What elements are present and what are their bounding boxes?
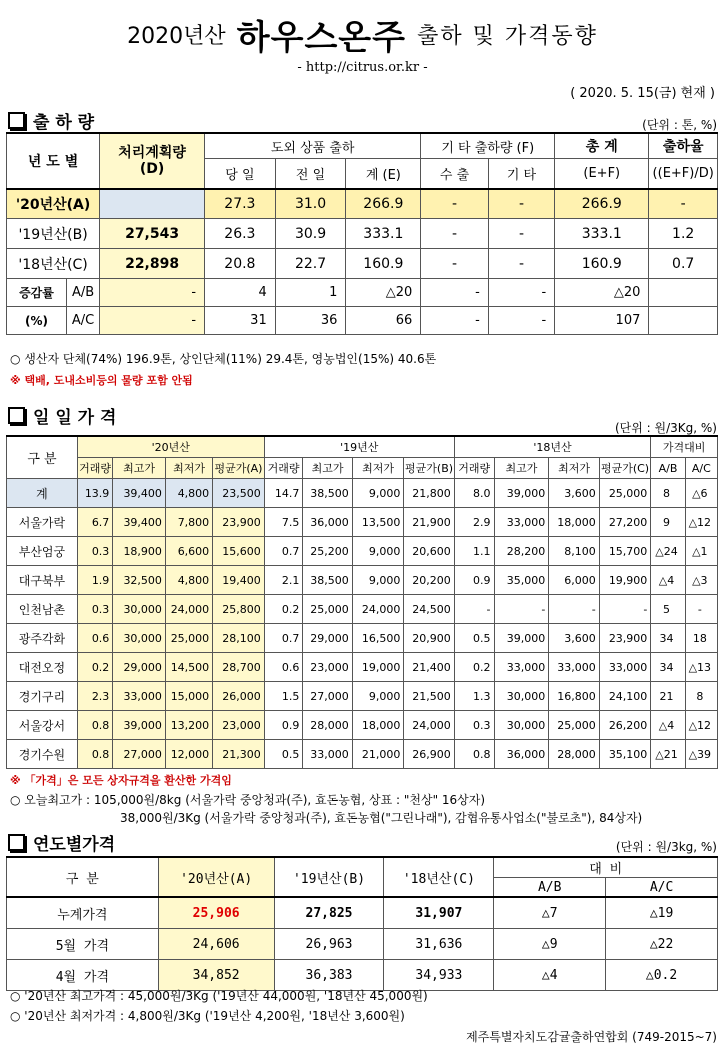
title-sub: 출하 및 가격동향 xyxy=(417,24,598,49)
price-cell: 39,000 xyxy=(113,711,166,740)
price-cell: △12 xyxy=(685,711,717,740)
price-cell: 32,500 xyxy=(113,566,166,595)
table-row xyxy=(7,711,718,740)
table-row xyxy=(7,566,718,595)
price-cell: 39,000 xyxy=(494,479,549,508)
price-cell: 16,500 xyxy=(352,624,404,653)
price-cell: - xyxy=(599,595,651,624)
price-cell: 0.8 xyxy=(77,711,112,740)
price-cell: 23,000 xyxy=(213,711,265,740)
hdr-etc: 기 타 xyxy=(488,159,554,189)
price-cell: 9,000 xyxy=(352,537,404,566)
market-name: 계 xyxy=(7,479,78,508)
yearly-note-min: ○ '20년산 최저가격 : 4,800원/3Kg ('19년산 4,200원, '18년산 3,600원) xyxy=(10,1009,405,1023)
price-cell: 15,600 xyxy=(213,537,265,566)
price-cell: 24,000 xyxy=(352,595,404,624)
market-name: 인천남촌 xyxy=(7,595,78,624)
price-cell: 24,500 xyxy=(404,595,454,624)
hdr-inland: 도외 상품 출하 xyxy=(205,133,421,159)
table-row xyxy=(7,740,718,769)
price-cell: 0.2 xyxy=(77,653,112,682)
price-cell: 27,000 xyxy=(303,682,352,711)
price-cell: 0.7 xyxy=(264,624,303,653)
price-cell: 4,800 xyxy=(165,566,212,595)
hdr-sum: 계 (E) xyxy=(346,159,421,189)
price-cell: 9,000 xyxy=(352,566,404,595)
hdr-ef: (E+F) xyxy=(555,159,649,189)
price-cell: - xyxy=(685,595,717,624)
price-cell: 0.8 xyxy=(454,740,494,769)
yearly-price-table: 구 분 '20년산(A) '19년산(B) '18년산(C) 대 비 A/B A/C 누계가격 25,906 27,825 31,907 △7 △19 5월 가격 24,606 26,963 31,636 △9 △22 4월 가격 34,852 36,383 34,933 △4 △0.2 xyxy=(6,856,718,991)
price-cell: 18,000 xyxy=(549,508,599,537)
price-cell: 35,100 xyxy=(599,740,651,769)
price-cell: 8,100 xyxy=(549,537,599,566)
table-row xyxy=(7,624,718,653)
footer-org: 제주특별자치도감귤출하연합회 (749-2015~7) xyxy=(466,1030,717,1044)
hdr-year: 년 도 별 xyxy=(7,133,100,189)
price-cell: 0.8 xyxy=(77,740,112,769)
price-cell: 28,000 xyxy=(303,711,352,740)
table-row: (%) A/C - 31 36 66 - - 107 xyxy=(7,307,718,335)
shipment-note-producers: ○ 생산자 단체(74%) 196.9톤, 상인단체(11%) 29.4톤, 영농법인(15%) 40.6톤 xyxy=(10,352,437,366)
table-row xyxy=(7,595,718,624)
price-cell: △4 xyxy=(651,566,685,595)
price-cell: 1.5 xyxy=(264,682,303,711)
price-cell: 0.3 xyxy=(454,711,494,740)
price-cell: 14,500 xyxy=(165,653,212,682)
price-cell: 33,000 xyxy=(494,508,549,537)
price-cell: 20,900 xyxy=(404,624,454,653)
price-cell: 8 xyxy=(651,479,685,508)
price-cell: 36,000 xyxy=(494,740,549,769)
price-cell: 15,000 xyxy=(165,682,212,711)
price-cell: 34 xyxy=(651,653,685,682)
price-cell: 13,200 xyxy=(165,711,212,740)
price-cell: 18 xyxy=(685,624,717,653)
as-of-date: ( 2020. 5. 15(금) 현재 ) xyxy=(570,86,715,101)
price-cell: 27,200 xyxy=(599,508,651,537)
price-cell: 13.9 xyxy=(77,479,112,508)
price-cell: 6,000 xyxy=(549,566,599,595)
price-cell: 38,500 xyxy=(303,479,352,508)
price-cell: 21,300 xyxy=(213,740,265,769)
price-cell: 0.5 xyxy=(454,624,494,653)
price-cell: 21,900 xyxy=(404,508,454,537)
price-cell: 28,200 xyxy=(494,537,549,566)
hdr-plan: 처리계획량 (D) xyxy=(100,133,205,189)
checkbox-icon xyxy=(8,112,25,129)
price-cell: 26,000 xyxy=(213,682,265,711)
price-cell: 25,000 xyxy=(165,624,212,653)
market-name: 서울가락 xyxy=(7,508,78,537)
price-cell: 30,000 xyxy=(113,595,166,624)
price-cell: △12 xyxy=(685,508,717,537)
market-name: 부산엄궁 xyxy=(7,537,78,566)
hdr-export: 수 출 xyxy=(421,159,488,189)
price-cell: 4,800 xyxy=(165,479,212,508)
price-cell: △13 xyxy=(685,653,717,682)
price-cell: △21 xyxy=(651,740,685,769)
hdr-ratef: ((E+F)/D) xyxy=(649,159,718,189)
price-cell: 0.3 xyxy=(77,537,112,566)
shipment-unit: (단위 : 톤, %) xyxy=(642,118,717,132)
price-cell: 0.6 xyxy=(264,653,303,682)
price-cell: 0.5 xyxy=(264,740,303,769)
table-row: 누계가격 25,906 27,825 31,907 △7 △19 xyxy=(7,897,718,929)
price-cell: △24 xyxy=(651,537,685,566)
price-cell: △6 xyxy=(685,479,717,508)
price-cell: 0.2 xyxy=(454,653,494,682)
price-cell: 38,500 xyxy=(303,566,352,595)
price-cell: 19,000 xyxy=(352,653,404,682)
table-row xyxy=(7,653,718,682)
price-cell: 12,000 xyxy=(165,740,212,769)
price-cell: 21 xyxy=(651,682,685,711)
price-cell: 9 xyxy=(651,508,685,537)
price-cell: △3 xyxy=(685,566,717,595)
hdr-prev: 전 일 xyxy=(275,159,346,189)
price-cell: 25,000 xyxy=(599,479,651,508)
price-cell: 30,000 xyxy=(113,624,166,653)
price-cell: 8 xyxy=(685,682,717,711)
price-cell: △4 xyxy=(651,711,685,740)
shipment-note-excluded: ※ 택배, 도내소비등의 물량 포함 안됨 xyxy=(10,374,193,387)
price-cell: 26,200 xyxy=(599,711,651,740)
hdr-rate: 출하율 xyxy=(649,133,718,159)
price-cell: 0.2 xyxy=(264,595,303,624)
source-url: - http://citrus.or.kr - xyxy=(297,60,428,75)
table-row xyxy=(7,682,718,711)
price-cell: 15,700 xyxy=(599,537,651,566)
table-row xyxy=(7,479,718,508)
price-cell: 23,900 xyxy=(213,508,265,537)
price-cell: 27,000 xyxy=(113,740,166,769)
price-cell: 7,800 xyxy=(165,508,212,537)
daily-note-today-max: ○ 오늘최고가 : 105,000원/8kg (서울가락 중앙청과(주), 효돈농협, 상표 : "천상" 16상자) xyxy=(10,793,486,807)
price-cell: 33,000 xyxy=(599,653,651,682)
price-cell: 2.9 xyxy=(454,508,494,537)
price-cell: 5 xyxy=(651,595,685,624)
hdr-total: 총 계 xyxy=(555,133,649,159)
price-cell: 33,000 xyxy=(494,653,549,682)
price-cell: 25,800 xyxy=(213,595,265,624)
price-cell: 39,400 xyxy=(113,479,166,508)
price-cell: 28,100 xyxy=(213,624,265,653)
price-cell: 0.3 xyxy=(77,595,112,624)
market-name: 서울강서 xyxy=(7,711,78,740)
price-cell: 25,000 xyxy=(549,711,599,740)
price-cell: 23,000 xyxy=(303,653,352,682)
yearly-unit: (단위 : 원/3kg, %) xyxy=(615,840,717,854)
daily-note-price: ※ 「가격」은 모든 상자규격을 환산한 가격임 xyxy=(10,774,232,787)
price-cell: 1.1 xyxy=(454,537,494,566)
price-cell: 18,900 xyxy=(113,537,166,566)
daily-section-title: 일 일 가 격 xyxy=(8,403,116,428)
price-cell: 0.6 xyxy=(77,624,112,653)
price-cell: 24,100 xyxy=(599,682,651,711)
price-cell: 7.5 xyxy=(264,508,303,537)
price-cell: 19,900 xyxy=(599,566,651,595)
market-name: 경기수원 xyxy=(7,740,78,769)
price-cell: 3,600 xyxy=(549,624,599,653)
table-row xyxy=(7,508,718,537)
price-cell: 24,000 xyxy=(165,595,212,624)
market-name: 대전오정 xyxy=(7,653,78,682)
price-cell: 2.3 xyxy=(77,682,112,711)
price-cell: 23,900 xyxy=(599,624,651,653)
market-name: 광주각화 xyxy=(7,624,78,653)
table-row: 증감률 A/B - 4 1 △20 - - △20 xyxy=(7,279,718,307)
table-row: '20년산(A) 27.3 31.0 266.9 - - 266.9 - xyxy=(7,189,718,219)
price-cell: 29,000 xyxy=(303,624,352,653)
daily-unit: (단위 : 원/3Kg, %) xyxy=(614,421,717,435)
price-cell: 33,000 xyxy=(113,682,166,711)
market-name: 경기구리 xyxy=(7,682,78,711)
price-cell: 9,000 xyxy=(352,479,404,508)
price-cell: 14.7 xyxy=(264,479,303,508)
price-cell: - xyxy=(494,595,549,624)
price-cell: - xyxy=(454,595,494,624)
hdr-today: 당 일 xyxy=(205,159,276,189)
price-cell: 3,600 xyxy=(549,479,599,508)
shipment-section-title: 출 하 량 xyxy=(8,108,94,133)
daily-price-table: 구 분 '20년산 '19년산 '18년산 가격대비 거래량 최고가 최저가 평균가(A) 거래량 최고가 최저가 평균가(B) 거래량 최고가 최저가 평균가(C) A/B A/C 계 13.9 39,400 4,800 23,500 14.7 38,500 9,000 21,800 8.0 39,000 3,600 25,000 8 △6 서울가락 6.7 39,400 7,800 23,900 7.5 36,000 13,500 21,900 2.9 33,000 18,000 27,200 9 △12 부산엄궁 0.3 18,900 6,600 15,600 0.7 25,200 9,000 20,600 1.1 28,200 8,100 15,700 △24 △1 대구북부 1.9 32,500 4,800 19,400 2.1 38,500 9,000 20,200 0.9 35,000 6,000 19,900 △4 △3 인천남촌 0.3 30,000 24,000 25,800 0.2 25,000 24,000 24,500 - - - - 5 - 광주각화 0.6 30,000 25,000 28,100 0.7 29,000 16,500 20,900 0.5 39,000 3,600 23,900 34 18 대전오정 0.2 29,000 14,500 28,700 0.6 23,000 19,000 21,400 0.2 33,000 33,000 33,000 34 △13 경기구리 2.3 33,000 15,000 26,000 1.5 27,000 9,000 21,500 1.3 30,000 16,800 24,100 21 8 서울강서 0.8 39,000 13,200 23,000 0.9 28,000 18,000 24,000 0.3 30,000 25,000 26,200 △4 △12 경기수원 0.8 27,000 12,000 21,300 0.5 33,000 21,000 26,900 0.8 36,000 28,000 35,100 △21 △39 xyxy=(6,435,718,769)
price-cell: 33,000 xyxy=(549,653,599,682)
price-cell: 9,000 xyxy=(352,682,404,711)
price-cell: 16,800 xyxy=(549,682,599,711)
table-row xyxy=(7,537,718,566)
price-cell: 28,000 xyxy=(549,740,599,769)
table-row: '18년산(C) 22,898 20.8 22.7 160.9 - - 160.9 0.7 xyxy=(7,249,718,279)
price-cell: 25,200 xyxy=(303,537,352,566)
price-cell: 0.7 xyxy=(264,537,303,566)
price-cell: 29,000 xyxy=(113,653,166,682)
price-cell: 20,600 xyxy=(404,537,454,566)
shipment-table xyxy=(6,132,718,335)
table-row: 4월 가격 34,852 36,383 34,933 △4 △0.2 xyxy=(7,960,718,991)
document-title xyxy=(0,10,725,59)
price-cell: 24,000 xyxy=(404,711,454,740)
table-row: '19년산(B) 27,543 26.3 30.9 333.1 - - 333.1 1.2 xyxy=(7,219,718,249)
price-cell: 30,000 xyxy=(494,682,549,711)
title-main: 하우스온주 xyxy=(236,18,406,58)
price-cell: 21,000 xyxy=(352,740,404,769)
market-name: 대구북부 xyxy=(7,566,78,595)
title-year: 2020년산 xyxy=(127,24,226,49)
price-cell: 8.0 xyxy=(454,479,494,508)
price-cell: 34 xyxy=(651,624,685,653)
price-cell: 6,600 xyxy=(165,537,212,566)
price-cell: 39,400 xyxy=(113,508,166,537)
price-cell: 20,200 xyxy=(404,566,454,595)
price-cell: 25,000 xyxy=(303,595,352,624)
checkbox-icon xyxy=(8,834,25,851)
price-cell: 13,500 xyxy=(352,508,404,537)
price-cell: 6.7 xyxy=(77,508,112,537)
price-cell: 0.9 xyxy=(264,711,303,740)
yearly-section-title: 연도별가격 xyxy=(8,830,115,855)
yearly-note-max: ○ '20년산 최고가격 : 45,000원/3Kg ('19년산 44,000원, '18년산 45,000원) xyxy=(10,989,428,1003)
price-cell: 30,000 xyxy=(494,711,549,740)
price-cell: 21,800 xyxy=(404,479,454,508)
price-cell: 36,000 xyxy=(303,508,352,537)
price-cell: △39 xyxy=(685,740,717,769)
price-cell: 28,700 xyxy=(213,653,265,682)
price-cell: 2.1 xyxy=(264,566,303,595)
price-cell: 1.9 xyxy=(77,566,112,595)
checkbox-icon xyxy=(8,407,25,424)
price-cell: △1 xyxy=(685,537,717,566)
price-cell: 39,000 xyxy=(494,624,549,653)
price-cell: 23,500 xyxy=(213,479,265,508)
price-cell: 18,000 xyxy=(352,711,404,740)
price-cell: 26,900 xyxy=(404,740,454,769)
table-row: 5월 가격 24,606 26,963 31,636 △9 △22 xyxy=(7,929,718,960)
price-cell: - xyxy=(549,595,599,624)
price-cell: 35,000 xyxy=(494,566,549,595)
daily-note-today-max-2: 38,000원/3Kg (서울가락 중앙청과(주), 효돈농협("그린나래"), 감협유통사업소("불로초"), 84상자) xyxy=(120,811,643,825)
hdr-other: 기 타 출하량 (F) xyxy=(421,133,555,159)
price-cell: 1.3 xyxy=(454,682,494,711)
price-cell: 0.9 xyxy=(454,566,494,595)
price-cell: 33,000 xyxy=(303,740,352,769)
price-cell: 21,500 xyxy=(404,682,454,711)
price-cell: 21,400 xyxy=(404,653,454,682)
price-cell: 19,400 xyxy=(213,566,265,595)
